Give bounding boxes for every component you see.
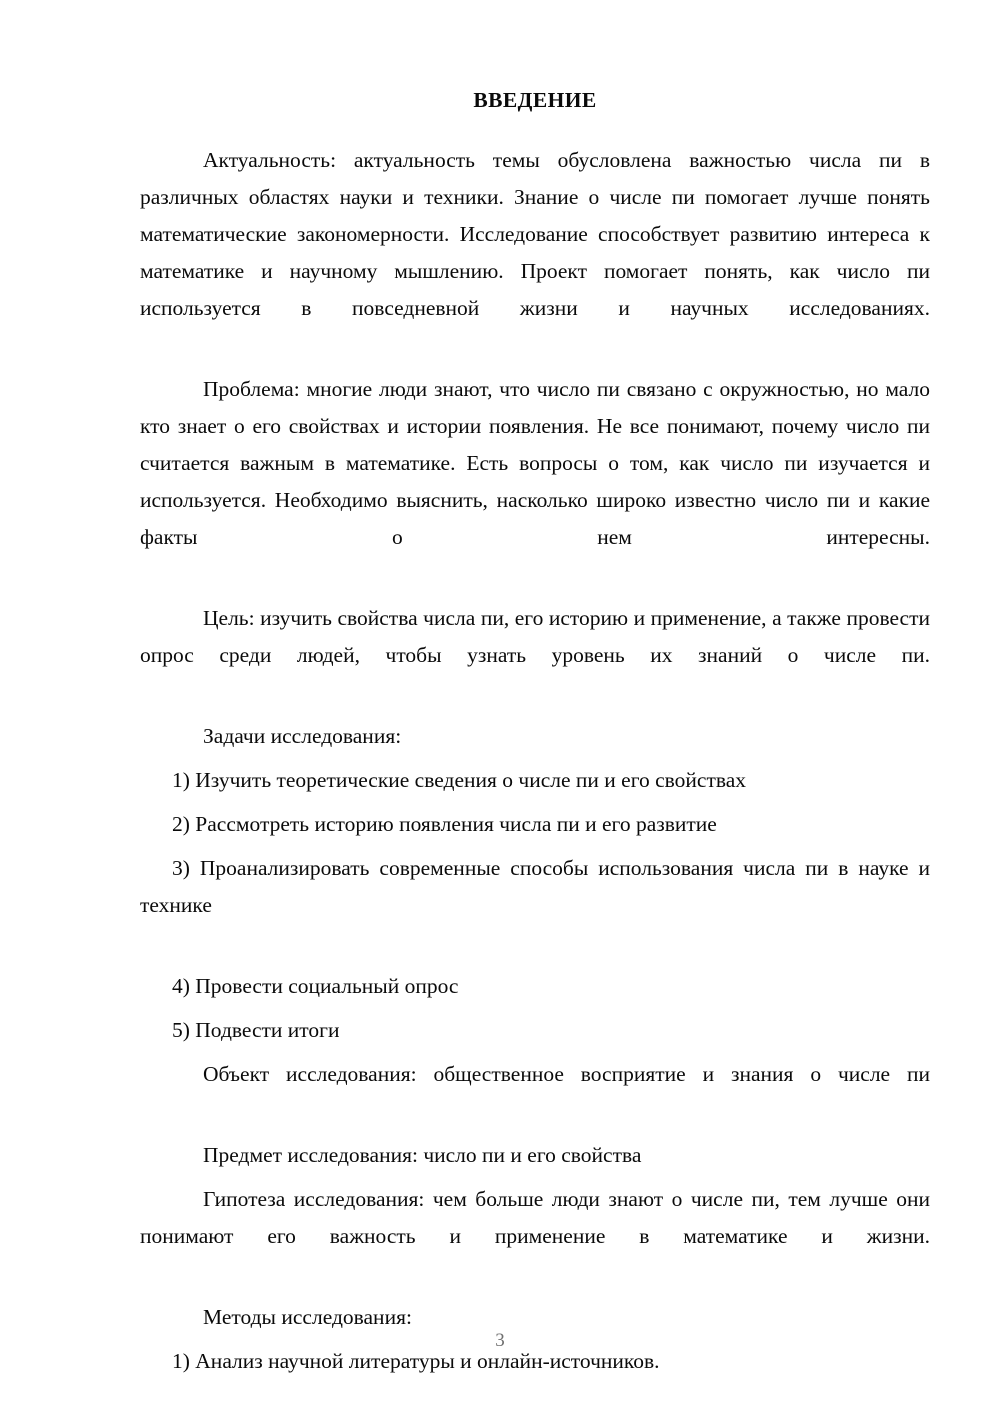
task-item-5: 5) Подвести итоги — [172, 1017, 340, 1042]
paragraph-hypothesis: Гипотеза исследования: чем больше люди знают о числе пи, тем лучше они понимают его важность и применение в математике и жизни. — [140, 1186, 930, 1248]
page-number: 3 — [495, 1330, 505, 1351]
task-item-1: 1) Изучить теоретические сведения о числе пи и его свойствах — [172, 767, 747, 792]
heading-methods: Методы исследования: — [203, 1304, 412, 1329]
method-item-1: 1) Анализ научной литературы и онлайн-источников. — [172, 1348, 660, 1373]
heading-tasks: Задачи исследования: — [203, 723, 402, 748]
page-title: ВВЕДЕНИЕ — [473, 88, 597, 112]
paragraph-problem: Проблема: многие люди знают, что число пи связано с окружностью, но мало кто знает о его свойствах и истории появления. Не все понимают, почему число пи считается важным в математике. Есть вопросы о том, как число пи изучается и используется. Необходимо выяснить, насколько широко известно число пи и какие факты о нем интересны. — [140, 376, 930, 549]
paragraph-goal: Цель: изучить свойства числа пи, его историю и применение, а также провести опрос среди людей, чтобы узнать уровень их знаний о числе пи. — [140, 605, 930, 667]
paragraph-subject: Предмет исследования: число пи и его свойства — [203, 1142, 642, 1167]
task-item-3: 3) Проанализировать современные способы использования числа пи в науке и технике — [140, 855, 930, 917]
paragraph-object: Объект исследования: общественное восприятие и знания о числе пи — [203, 1061, 930, 1086]
paragraph-relevance: Актуальность: актуальность темы обусловлена важностью числа пи в различных областях науки и техники. Знание о числе пи помогает лучше понять математические закономерности. Исследование способствует развитию интереса к математике и научному мышлению. Проект помогает понять, как число пи используется в повседневной жизни и научных исследованиях. — [140, 147, 930, 320]
document-content — [140, 88, 930, 1387]
task-item-4: 4) Провести социальный опрос — [172, 973, 459, 998]
task-item-2: 2) Рассмотреть историю появления числа пи и его развитие — [172, 811, 717, 836]
